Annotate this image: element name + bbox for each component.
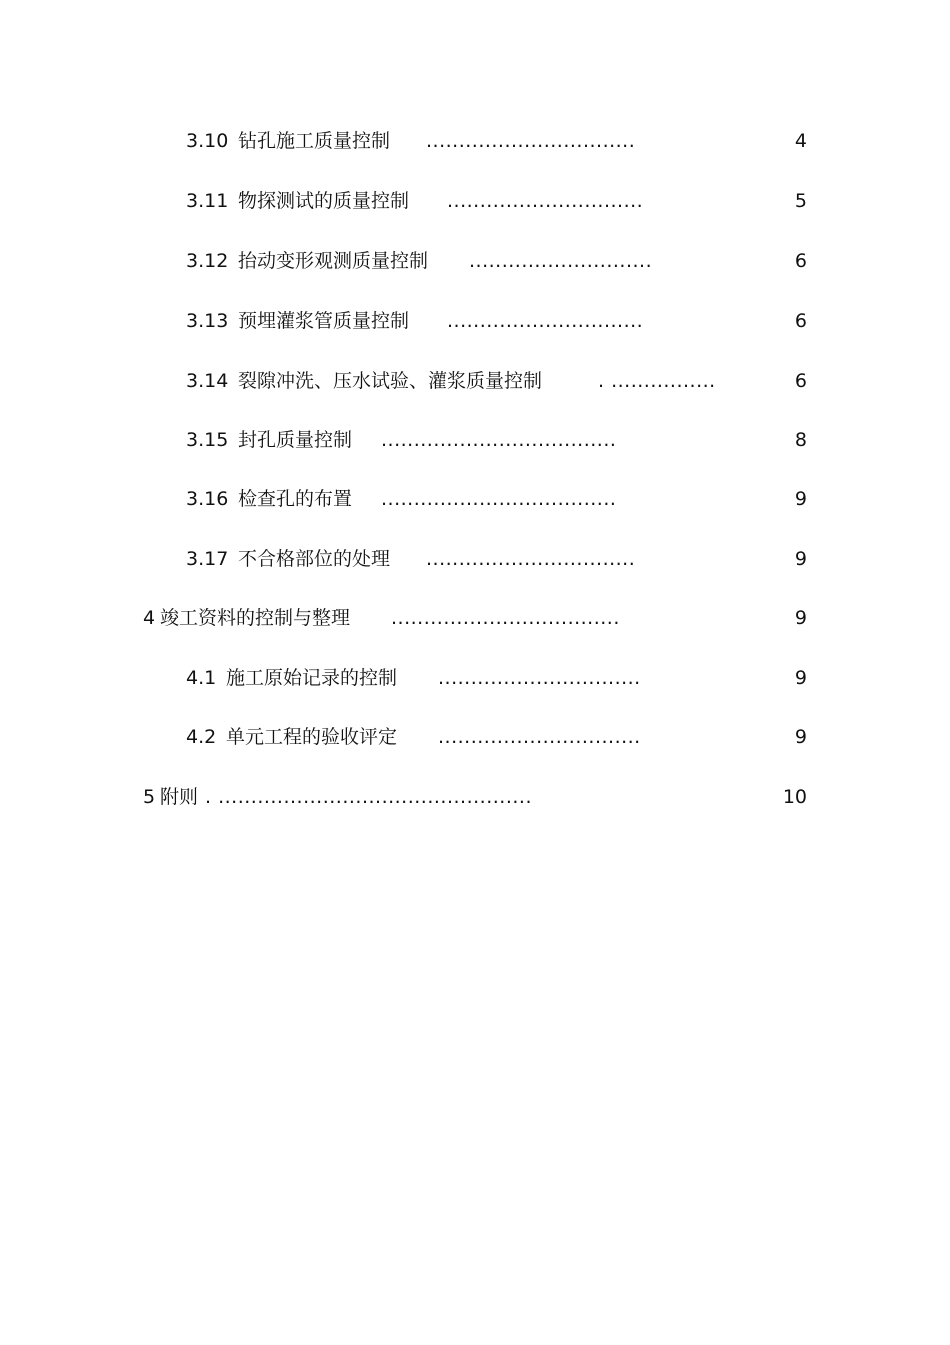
toc-entry-number: 3.14 [186,370,229,392]
toc-entry-page: 6 [794,370,807,392]
toc-entry-4[interactable] [0,603,950,633]
toc-entry-title: 附则 [160,786,199,808]
toc-entry-5[interactable] [0,782,950,812]
toc-entry-page: 9 [794,548,807,570]
toc-entry-number: 4.2 [186,726,217,748]
toc-entry-title: 封孔质量控制 [238,429,353,451]
toc-entry-leader: ............................ [469,250,653,272]
toc-entry-title: 预埋灌浆管质量控制 [238,310,410,332]
toc-entry-4-1[interactable] [0,663,950,693]
toc-entry-number: 3.10 [186,130,229,152]
toc-entry-page: 8 [794,429,807,451]
toc-entry-leader: . ................................................ [205,786,532,808]
toc-entry-page: 10 [782,786,807,808]
toc-entry-number: 5 [143,786,156,808]
toc-entry-leader: ............................... [438,726,641,748]
toc-entry-page: 4 [794,130,807,152]
toc-entry-number: 3.11 [186,190,229,212]
toc-entry-leader: ................................ [426,548,636,570]
toc-entry-number: 4.1 [186,667,217,689]
toc-entry-leader: ............................... [438,667,641,689]
toc-entry-page: 5 [794,190,807,212]
toc-entry-3-16[interactable] [0,484,950,514]
toc-entry-3-12[interactable] [0,246,950,276]
toc-entry-number: 4 [143,607,156,629]
toc-entry-leader: ................................ [426,130,636,152]
toc-entry-number: 3.12 [186,250,229,272]
toc-entry-leader: . ................ [598,370,716,392]
toc-entry-title: 不合格部位的处理 [238,548,391,570]
toc-entry-page: 6 [794,310,807,332]
toc-entry-number: 3.17 [186,548,229,570]
toc-entry-page: 9 [794,726,807,748]
toc-entry-3-14[interactable] [0,366,950,396]
toc-entry-title: 竣工资料的控制与整理 [160,607,351,629]
toc-entry-title: 施工原始记录的控制 [226,667,398,689]
toc-entry-leader: .............................. [447,310,644,332]
toc-entry-3-15[interactable] [0,425,950,455]
toc-entry-title: 检查孔的布置 [238,488,353,510]
toc-entry-title: 物探测试的质量控制 [238,190,410,212]
toc-entry-title: 钻孔施工质量控制 [238,130,391,152]
toc-entry-title: 抬动变形观测质量控制 [238,250,429,272]
toc-entry-leader: ................................... [391,607,620,629]
toc-entry-3-10[interactable] [0,126,950,156]
toc-entry-leader: .................................... [381,429,617,451]
toc-entry-page: 9 [794,488,807,510]
toc-entry-number: 3.16 [186,488,229,510]
toc-entry-3-11[interactable] [0,186,950,216]
toc-entry-number: 3.15 [186,429,229,451]
toc-entry-title: 单元工程的验收评定 [226,726,398,748]
toc-entry-page: 9 [794,667,807,689]
toc-entry-3-17[interactable] [0,544,950,574]
toc-entry-leader: .............................. [447,190,644,212]
toc-entry-page: 6 [794,250,807,272]
toc-entry-4-2[interactable] [0,722,950,752]
toc-entry-3-13[interactable] [0,306,950,336]
toc-entry-title: 裂隙冲洗、压水试验、灌浆质量控制 [238,370,543,392]
toc-entry-number: 3.13 [186,310,229,332]
toc-entry-leader: .................................... [381,488,617,510]
toc-entry-page: 9 [794,607,807,629]
